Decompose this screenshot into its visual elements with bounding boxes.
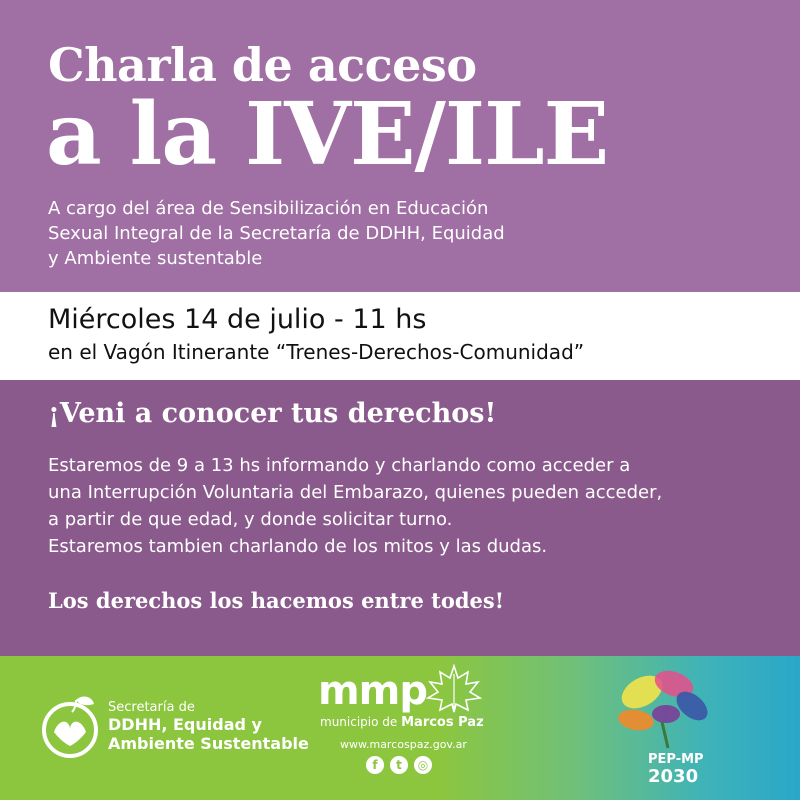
event-date-time: Miércoles 14 de julio - 11 hs bbox=[48, 304, 427, 335]
hands-globe-icon bbox=[40, 690, 102, 760]
title-line-2: a la IVE/ILE bbox=[46, 84, 609, 185]
maple-leaf-icon bbox=[426, 664, 482, 714]
info-headline: ¡Veni a conocer tus derechos! bbox=[48, 398, 497, 429]
secretaria-line-2: DDHH, Equidad y bbox=[108, 715, 262, 734]
subtitle bbox=[48, 196, 668, 271]
pep-label: PEP-MP bbox=[648, 752, 704, 767]
body-line: Estaremos de 9 a 13 hs informando y charlando como acceder a bbox=[48, 455, 631, 476]
mmp-logo-text: mmp bbox=[318, 668, 427, 714]
subtitle-line: y Ambiente sustentable bbox=[48, 248, 263, 269]
subtitle-line: Sexual Integral de la Secretaría de DDHH, Equidad bbox=[48, 223, 505, 244]
event-place: en el Vagón Itinerante “Trenes-Derechos-Comunidad” bbox=[48, 340, 585, 364]
website-link[interactable]: www.marcospaz.gov.ar bbox=[340, 738, 467, 751]
twitter-icon[interactable]: t bbox=[390, 756, 408, 774]
secretaria-text bbox=[108, 700, 309, 753]
body-line: a partir de que edad, y donde solicitar turno. bbox=[48, 509, 453, 530]
colorful-flower-icon bbox=[612, 662, 722, 758]
info-body bbox=[48, 452, 662, 560]
closing-slogan: Los derechos los hacemos entre todes! bbox=[48, 588, 504, 613]
facebook-icon[interactable]: f bbox=[366, 756, 384, 774]
pep-year: 2030 bbox=[648, 766, 699, 787]
body-line: Estaremos tambien charlando de los mitos y las dudas. bbox=[48, 536, 548, 557]
secretaria-line-3: Ambiente Sustentable bbox=[108, 734, 309, 753]
secretaria-line-1: Secretaría de bbox=[108, 700, 195, 715]
municipio-prefix: municipio de bbox=[320, 715, 398, 729]
title-line-1: Charla de acceso bbox=[48, 38, 477, 92]
municipio-label bbox=[320, 715, 484, 730]
instagram-icon[interactable]: ◎ bbox=[414, 756, 432, 774]
body-line: una Interrupción Voluntaria del Embarazo, quienes pueden acceder, bbox=[48, 482, 663, 503]
municipio-name: Marcos Paz bbox=[401, 715, 484, 730]
social-icons bbox=[366, 756, 432, 774]
subtitle-line: A cargo del área de Sensibilización en Educación bbox=[48, 198, 489, 219]
